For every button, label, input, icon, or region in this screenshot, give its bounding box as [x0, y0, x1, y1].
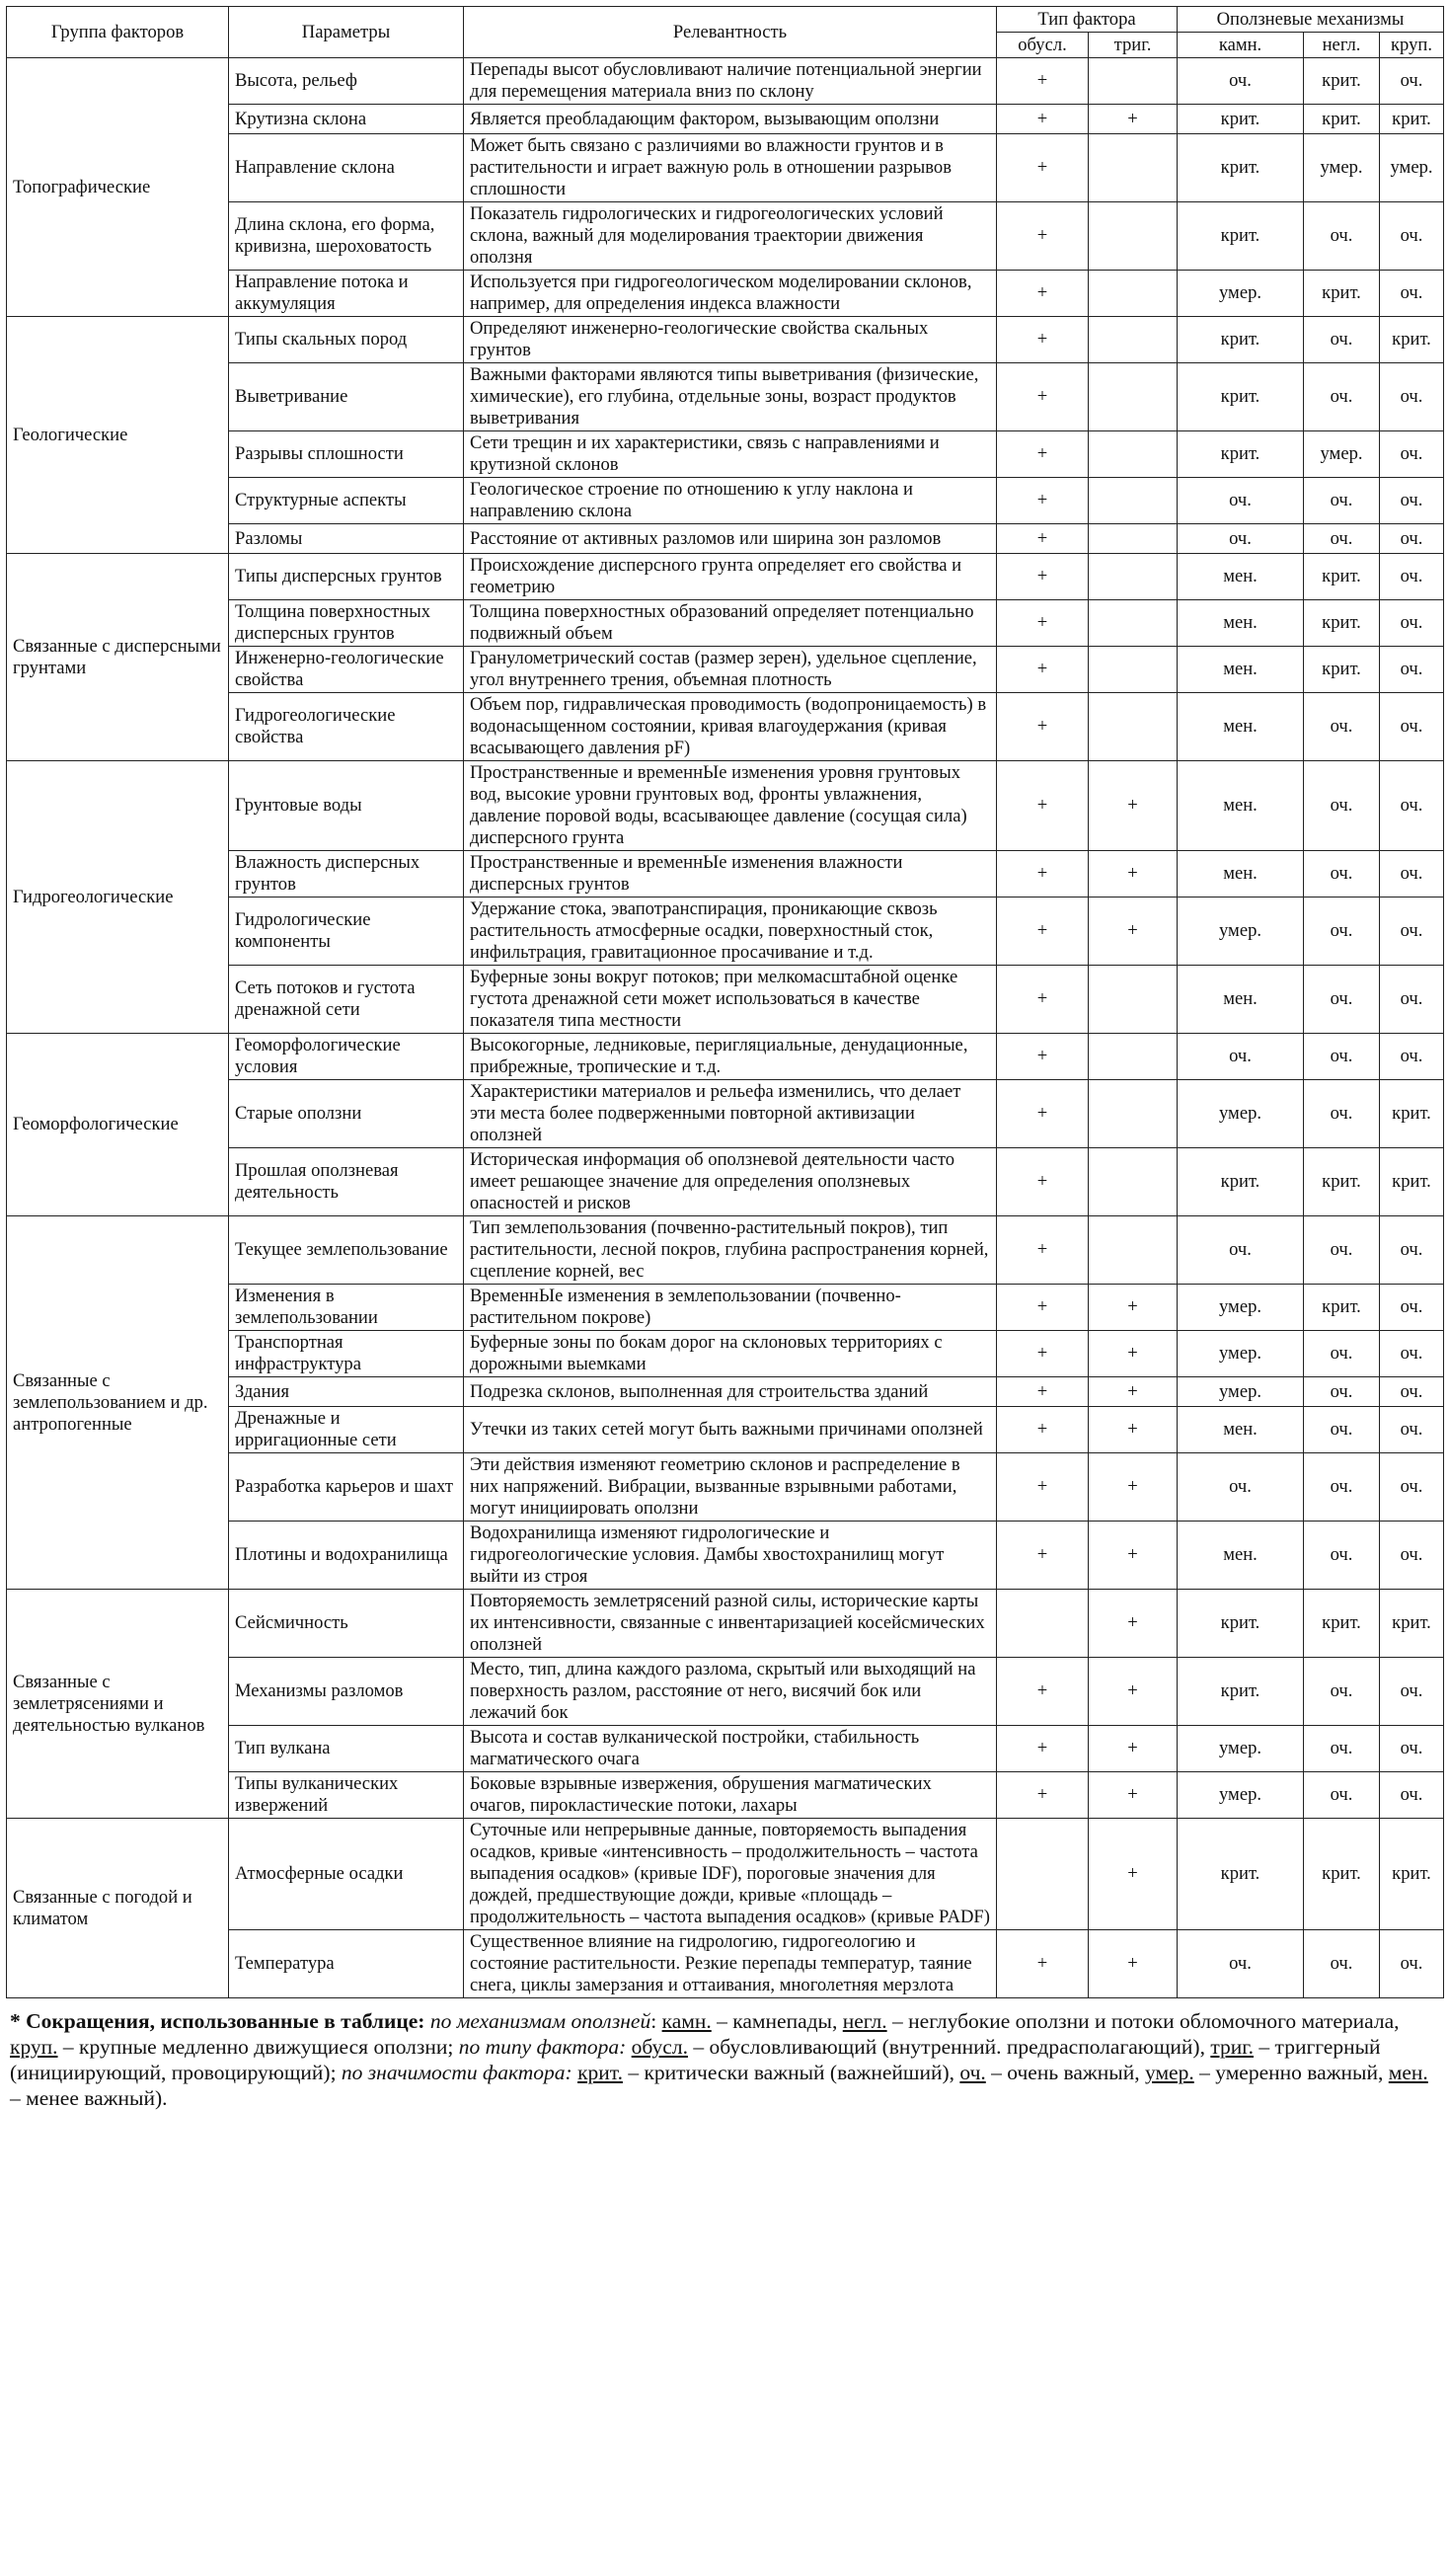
negl-cell: крит. [1304, 271, 1380, 317]
negl-cell: оч. [1304, 1772, 1380, 1819]
trig-cell: + [1089, 1285, 1178, 1331]
krup-cell: оч. [1380, 202, 1444, 271]
relevance-cell: Эти действия изменяют геометрию склонов и распределение в них напряжений. Вибрации, вызванные взрывными работами, могут инициировать оползни [464, 1453, 997, 1522]
factor-group: Геологические [7, 317, 229, 554]
parameter-cell: Атмосферные осадки [229, 1819, 464, 1930]
krup-cell: оч. [1380, 1377, 1444, 1407]
trig-cell: + [1089, 1453, 1178, 1522]
negl-cell: оч. [1304, 1930, 1380, 1998]
negl-cell: крит. [1304, 600, 1380, 647]
header-params: Параметры [229, 7, 464, 58]
landslide-factors-table [6, 6, 1444, 1998]
footnote-text: – камнепады, [711, 2009, 843, 2033]
obusl-cell: + [997, 647, 1089, 693]
trig-cell [1089, 1216, 1178, 1285]
negl-cell: оч. [1304, 363, 1380, 431]
negl-cell: оч. [1304, 1377, 1380, 1407]
krup-cell: умер. [1380, 134, 1444, 202]
obusl-cell: + [997, 851, 1089, 898]
header-row-top [7, 7, 1444, 33]
negl-cell: оч. [1304, 966, 1380, 1034]
trig-cell: + [1089, 898, 1178, 966]
relevance-cell: Тип землепользования (почвенно-растительный покров), тип растительности, лесной покров, глубина распространения корней, сцепление корней, вес [464, 1216, 997, 1285]
obusl-cell: + [997, 363, 1089, 431]
krup-cell: оч. [1380, 1407, 1444, 1453]
obusl-cell: + [997, 554, 1089, 600]
kamn-cell: умер. [1178, 1080, 1304, 1148]
parameter-cell: Направление склона [229, 134, 464, 202]
trig-cell [1089, 966, 1178, 1034]
kamn-cell: мен. [1178, 554, 1304, 600]
relevance-cell: Перепады высот обусловливают наличие потенциальной энергии для перемещения материала вниз по склону [464, 58, 997, 105]
header-trig: триг. [1089, 33, 1178, 58]
krup-cell: оч. [1380, 647, 1444, 693]
trig-cell: + [1089, 1726, 1178, 1772]
parameter-cell: Длина склона, его форма, кривизна, шероховатость [229, 202, 464, 271]
obusl-cell: + [997, 1453, 1089, 1522]
obusl-cell: + [997, 1658, 1089, 1726]
relevance-cell: Суточные или непрерывные данные, повторяемость выпадения осадков, кривые «интенсивность – продолжительность – частота выпадения осадков» (кривые IDF), пороговые значения для дождей, предшествующие дожди, кривые «площадь – продолжительность – частота выпадения осадков» (кривые PADF) [464, 1819, 997, 1930]
abbr-och: оч. [959, 2061, 986, 2084]
relevance-cell: Буферные зоны вокруг потоков; при мелкомасштабной оценке густота дренажной сети может использоваться в качестве показателя типа местности [464, 966, 997, 1034]
kamn-cell: умер. [1178, 1726, 1304, 1772]
kamn-cell: крит. [1178, 363, 1304, 431]
abbr-obusl: обусл. [631, 2035, 688, 2059]
trig-cell: + [1089, 105, 1178, 134]
table-body [7, 58, 1444, 1998]
relevance-cell: Пространственные и временнЫе изменения влажности дисперсных грунтов [464, 851, 997, 898]
negl-cell: оч. [1304, 1080, 1380, 1148]
parameter-cell: Дренажные и ирригационные сети [229, 1407, 464, 1453]
relevance-cell: Место, тип, длина каждого разлома, скрытый или выходящий на поверхность разлом, расстояние от него, висячий бок или лежачий бок [464, 1658, 997, 1726]
kamn-cell: крит. [1178, 1819, 1304, 1930]
relevance-cell: Высота и состав вулканической постройки, стабильность магматического очага [464, 1726, 997, 1772]
kamn-cell: умер. [1178, 271, 1304, 317]
trig-cell [1089, 202, 1178, 271]
kamn-cell: крит. [1178, 1590, 1304, 1658]
parameter-cell: Текущее землепользование [229, 1216, 464, 1285]
table-row [7, 1819, 1444, 1930]
parameter-cell: Транспортная инфраструктура [229, 1331, 464, 1377]
parameter-cell: Типы скальных пород [229, 317, 464, 363]
relevance-cell: Характеристики материалов и рельефа изменились, что делает эти места более подверженными повторной активизации оползней [464, 1080, 997, 1148]
obusl-cell: + [997, 524, 1089, 554]
parameter-cell: Разрывы сплошности [229, 431, 464, 478]
negl-cell: оч. [1304, 761, 1380, 851]
trig-cell [1089, 317, 1178, 363]
negl-cell: крит. [1304, 1148, 1380, 1216]
footnote-text: – очень важный, [985, 2061, 1145, 2084]
obusl-cell: + [997, 317, 1089, 363]
krup-cell: крит. [1380, 1148, 1444, 1216]
kamn-cell: умер. [1178, 898, 1304, 966]
relevance-cell: Историческая информация об оползневой деятельности часто имеет решающее значение для определения оползневых опасностей и рисков [464, 1148, 997, 1216]
kamn-cell: крит. [1178, 1148, 1304, 1216]
krup-cell: оч. [1380, 1453, 1444, 1522]
kamn-cell: крит. [1178, 431, 1304, 478]
krup-cell: оч. [1380, 966, 1444, 1034]
parameter-cell: Старые оползни [229, 1080, 464, 1148]
trig-cell: + [1089, 1819, 1178, 1930]
parameter-cell: Направление потока и аккумуляция [229, 271, 464, 317]
obusl-cell: + [997, 1216, 1089, 1285]
factor-group: Гидрогеологические [7, 761, 229, 1034]
krup-cell: оч. [1380, 1658, 1444, 1726]
parameter-cell: Инженерно-геологические свойства [229, 647, 464, 693]
negl-cell: умер. [1304, 431, 1380, 478]
trig-cell [1089, 58, 1178, 105]
relevance-cell: Геологическое строение по отношению к углу наклона и направлению склона [464, 478, 997, 524]
abbr-krup: круп. [10, 2035, 58, 2059]
trig-cell: + [1089, 1590, 1178, 1658]
obusl-cell: + [997, 898, 1089, 966]
header-krup: круп. [1380, 33, 1444, 58]
krup-cell: крит. [1380, 1590, 1444, 1658]
krup-cell: оч. [1380, 1216, 1444, 1285]
parameter-cell: Плотины и водохранилища [229, 1522, 464, 1590]
kamn-cell: мен. [1178, 1522, 1304, 1590]
trig-cell [1089, 524, 1178, 554]
abbr-krit: крит. [577, 2061, 623, 2084]
obusl-cell: + [997, 1726, 1089, 1772]
footnote-lead: * Сокращения, использованные в таблице: [10, 2009, 425, 2033]
kamn-cell: умер. [1178, 1285, 1304, 1331]
krup-cell: оч. [1380, 363, 1444, 431]
krup-cell: оч. [1380, 271, 1444, 317]
kamn-cell: оч. [1178, 58, 1304, 105]
table-row [7, 554, 1444, 600]
obusl-cell: + [997, 431, 1089, 478]
trig-cell: + [1089, 761, 1178, 851]
obusl-cell: + [997, 600, 1089, 647]
factor-group: Топографические [7, 58, 229, 317]
trig-cell [1089, 600, 1178, 647]
trig-cell: + [1089, 1772, 1178, 1819]
relevance-cell: Подрезка склонов, выполненная для строительства зданий [464, 1377, 997, 1407]
krup-cell: оч. [1380, 524, 1444, 554]
kamn-cell: оч. [1178, 478, 1304, 524]
footnote-text: – обусловливающий (внутренний. предрасполагающий), [687, 2035, 1211, 2059]
negl-cell: оч. [1304, 1407, 1380, 1453]
negl-cell: оч. [1304, 898, 1380, 966]
parameter-cell: Крутизна склона [229, 105, 464, 134]
obusl-cell: + [997, 1930, 1089, 1998]
obusl-cell: + [997, 1148, 1089, 1216]
krup-cell: оч. [1380, 478, 1444, 524]
krup-cell: крит. [1380, 105, 1444, 134]
trig-cell: + [1089, 1331, 1178, 1377]
relevance-cell: Объем пор, гидравлическая проводимость (водопроницаемость) в водонасыщенном состоянии, кривая влагоудержания (кривая всасывающего давления pF) [464, 693, 997, 761]
trig-cell: + [1089, 1407, 1178, 1453]
trig-cell [1089, 363, 1178, 431]
header-kamn: камн. [1178, 33, 1304, 58]
parameter-cell: Тип вулкана [229, 1726, 464, 1772]
obusl-cell: + [997, 1407, 1089, 1453]
relevance-cell: Удержание стока, эвапотранспирация, проникающие сквозь растительность атмосферные осадки, поверхностный сток, инфильтрация, гравитационное просачивание и т.д. [464, 898, 997, 966]
negl-cell: оч. [1304, 1034, 1380, 1080]
trig-cell: + [1089, 1522, 1178, 1590]
factor-group: Связанные с погодой и климатом [7, 1819, 229, 1998]
krup-cell: крит. [1380, 1080, 1444, 1148]
relevance-cell: Важными факторами являются типы выветривания (физические, химические), его глубина, отдельные зоны, возраст продуктов выветривания [464, 363, 997, 431]
trig-cell: + [1089, 1377, 1178, 1407]
relevance-cell: Происхождение дисперсного грунта определяет его свойства и геометрию [464, 554, 997, 600]
relevance-cell: Расстояние от активных разломов или ширина зон разломов [464, 524, 997, 554]
header-group: Группа факторов [7, 7, 229, 58]
krup-cell: оч. [1380, 1034, 1444, 1080]
krup-cell: оч. [1380, 1285, 1444, 1331]
trig-cell [1089, 1080, 1178, 1148]
obusl-cell: + [997, 1285, 1089, 1331]
trig-cell [1089, 647, 1178, 693]
kamn-cell: оч. [1178, 1034, 1304, 1080]
krup-cell: оч. [1380, 1726, 1444, 1772]
factor-group: Связанные с землетрясениями и деятельностью вулканов [7, 1590, 229, 1819]
krup-cell: оч. [1380, 1930, 1444, 1998]
negl-cell: крит. [1304, 647, 1380, 693]
parameter-cell: Здания [229, 1377, 464, 1407]
parameter-cell: Изменения в землепользовании [229, 1285, 464, 1331]
obusl-cell: + [997, 1522, 1089, 1590]
obusl-cell: + [997, 761, 1089, 851]
relevance-cell: Может быть связано с различиями во влажности грунтов и в растительности и играет важную роль в отношении разрывов сплошности [464, 134, 997, 202]
kamn-cell: оч. [1178, 1930, 1304, 1998]
obusl-cell: + [997, 105, 1089, 134]
relevance-cell: Показатель гидрологических и гидрогеологических условий склона, важный для моделирования траектории движения оползня [464, 202, 997, 271]
krup-cell: оч. [1380, 898, 1444, 966]
footnote-text: : [650, 2009, 662, 2033]
relevance-cell: Определяют инженерно-геологические свойства скальных грунтов [464, 317, 997, 363]
kamn-cell: крит. [1178, 1658, 1304, 1726]
parameter-cell: Гидрологические компоненты [229, 898, 464, 966]
parameter-cell: Температура [229, 1930, 464, 1998]
parameter-cell: Высота, рельеф [229, 58, 464, 105]
kamn-cell: мен. [1178, 851, 1304, 898]
relevance-cell: Существенное влияние на гидрологию, гидрогеологию и состояние растительности. Резкие перепады температур, таяние снега, циклы замерзания и оттаивания, многолетняя мерзлота [464, 1930, 997, 1998]
trig-cell [1089, 693, 1178, 761]
footnote-text: – умеренно важный, [1193, 2061, 1389, 2084]
negl-cell: оч. [1304, 317, 1380, 363]
header-factor-type: Тип фактора [997, 7, 1178, 33]
footnote-text: – критически важный (важнейший), [622, 2061, 960, 2084]
negl-cell: оч. [1304, 478, 1380, 524]
kamn-cell: крит. [1178, 202, 1304, 271]
negl-cell: оч. [1304, 202, 1380, 271]
kamn-cell: умер. [1178, 1377, 1304, 1407]
obusl-cell: + [997, 1331, 1089, 1377]
abbr-umer: умер. [1144, 2061, 1194, 2084]
trig-cell [1089, 478, 1178, 524]
obusl-cell: + [997, 134, 1089, 202]
negl-cell: крит. [1304, 105, 1380, 134]
table-row [7, 761, 1444, 851]
relevance-cell: Используется при гидрогеологическом моделировании склонов, например, для определения индекса влажности [464, 271, 997, 317]
trig-cell: + [1089, 1930, 1178, 1998]
footnote [6, 2008, 1443, 2111]
negl-cell: крит. [1304, 1819, 1380, 1930]
document-sheet [6, 6, 1443, 2111]
obusl-cell: + [997, 1377, 1089, 1407]
kamn-cell: мен. [1178, 761, 1304, 851]
obusl-cell: + [997, 58, 1089, 105]
parameter-cell: Толщина поверхностных дисперсных грунтов [229, 600, 464, 647]
krup-cell: оч. [1380, 1331, 1444, 1377]
negl-cell: оч. [1304, 1522, 1380, 1590]
krup-cell: оч. [1380, 431, 1444, 478]
parameter-cell: Сейсмичность [229, 1590, 464, 1658]
header-negl: негл. [1304, 33, 1380, 58]
relevance-cell: Пространственные и временнЫе изменения уровня грунтовых вод, высокие уровни грунтовых вод, фронты увлажнения, давление поровой воды, всасывающее давление (сосущая сила) дисперсного грунта [464, 761, 997, 851]
kamn-cell: оч. [1178, 524, 1304, 554]
obusl-cell: + [997, 271, 1089, 317]
krup-cell: оч. [1380, 693, 1444, 761]
table-row [7, 1216, 1444, 1285]
parameter-cell: Типы дисперсных грунтов [229, 554, 464, 600]
parameter-cell: Грунтовые воды [229, 761, 464, 851]
negl-cell: оч. [1304, 851, 1380, 898]
krup-cell: оч. [1380, 600, 1444, 647]
krup-cell: крит. [1380, 317, 1444, 363]
abbr-trig: триг. [1210, 2035, 1255, 2059]
abbr-men: мен. [1388, 2061, 1428, 2084]
obusl-cell: + [997, 966, 1089, 1034]
negl-cell: оч. [1304, 524, 1380, 554]
footnote-text: – крупные медленно движущиеся оползни; [57, 2035, 459, 2059]
trig-cell: + [1089, 1658, 1178, 1726]
krup-cell: оч. [1380, 554, 1444, 600]
footnote-s2: по типу фактора: [458, 2035, 632, 2059]
trig-cell [1089, 431, 1178, 478]
parameter-cell: Геоморфологические условия [229, 1034, 464, 1080]
parameter-cell: Разработка карьеров и шахт [229, 1453, 464, 1522]
kamn-cell: мен. [1178, 647, 1304, 693]
kamn-cell: мен. [1178, 693, 1304, 761]
krup-cell: оч. [1380, 761, 1444, 851]
obusl-cell: + [997, 1080, 1089, 1148]
relevance-cell: Водохранилища изменяют гидрологические и гидрогеологические условия. Дамбы хвостохранилищ могут выйти из строя [464, 1522, 997, 1590]
obusl-cell: + [997, 202, 1089, 271]
header-mechanisms: Оползневые механизмы [1178, 7, 1444, 33]
table-row [7, 58, 1444, 105]
header-relevance: Релевантность [464, 7, 997, 58]
kamn-cell: мен. [1178, 600, 1304, 647]
relevance-cell: Повторяемость землетрясений разной силы, исторические карты их интенсивности, связанные с инвентаризацией косейсмических оползней [464, 1590, 997, 1658]
kamn-cell: умер. [1178, 1331, 1304, 1377]
trig-cell [1089, 134, 1178, 202]
negl-cell: умер. [1304, 134, 1380, 202]
trig-cell: + [1089, 851, 1178, 898]
footnote-text: – менее важный). [10, 2086, 168, 2110]
krup-cell: крит. [1380, 1819, 1444, 1930]
relevance-cell: Сети трещин и их характеристики, связь с направлениями и крутизной склонов [464, 431, 997, 478]
relevance-cell: Высокогорные, ледниковые, перигляциальные, денудационные, прибрежные, тропические и т.д. [464, 1034, 997, 1080]
footnote-text: – неглубокие оползни и потоки обломочного материала, [886, 2009, 1400, 2033]
relevance-cell: Толщина поверхностных образований определяет потенциально подвижный объем [464, 600, 997, 647]
negl-cell: оч. [1304, 1453, 1380, 1522]
negl-cell: оч. [1304, 1658, 1380, 1726]
obusl-cell [997, 1590, 1089, 1658]
negl-cell: крит. [1304, 1590, 1380, 1658]
relevance-cell: Боковые взрывные извержения, обрушения магматических очагов, пирокластические потоки, лахары [464, 1772, 997, 1819]
krup-cell: оч. [1380, 58, 1444, 105]
negl-cell: оч. [1304, 1726, 1380, 1772]
krup-cell: оч. [1380, 1772, 1444, 1819]
parameter-cell: Разломы [229, 524, 464, 554]
factor-group: Связанные с дисперсными грунтами [7, 554, 229, 761]
footnote-s3: по значимости фактора: [341, 2061, 578, 2084]
negl-cell: крит. [1304, 554, 1380, 600]
parameter-cell: Выветривание [229, 363, 464, 431]
parameter-cell: Типы вулканических извержений [229, 1772, 464, 1819]
relevance-cell: Утечки из таких сетей могут быть важными причинами оползней [464, 1407, 997, 1453]
obusl-cell [997, 1819, 1089, 1930]
table-row [7, 317, 1444, 363]
parameter-cell: Прошлая оползневая деятельность [229, 1148, 464, 1216]
kamn-cell: мен. [1178, 966, 1304, 1034]
relevance-cell: ВременнЫе изменения в землепользовании (почвенно-растительном покрове) [464, 1285, 997, 1331]
kamn-cell: оч. [1178, 1216, 1304, 1285]
abbr-kamn: камн. [661, 2009, 712, 2033]
relevance-cell: Является преобладающим фактором, вызывающим оползни [464, 105, 997, 134]
kamn-cell: умер. [1178, 1772, 1304, 1819]
parameter-cell: Механизмы разломов [229, 1658, 464, 1726]
parameter-cell: Гидрогеологические свойства [229, 693, 464, 761]
factor-group: Геоморфологические [7, 1034, 229, 1216]
table-row [7, 1590, 1444, 1658]
kamn-cell: крит. [1178, 134, 1304, 202]
negl-cell: крит. [1304, 1285, 1380, 1331]
krup-cell: оч. [1380, 1522, 1444, 1590]
kamn-cell: крит. [1178, 105, 1304, 134]
negl-cell: крит. [1304, 58, 1380, 105]
obusl-cell: + [997, 1772, 1089, 1819]
parameter-cell: Сеть потоков и густота дренажной сети [229, 966, 464, 1034]
obusl-cell: + [997, 478, 1089, 524]
relevance-cell: Гранулометрический состав (размер зерен), удельное сцепление, угол внутреннего трения, объемная плотность [464, 647, 997, 693]
parameter-cell: Структурные аспекты [229, 478, 464, 524]
negl-cell: оч. [1304, 1216, 1380, 1285]
trig-cell [1089, 271, 1178, 317]
kamn-cell: крит. [1178, 317, 1304, 363]
negl-cell: оч. [1304, 1331, 1380, 1377]
abbr-negl: негл. [842, 2009, 887, 2033]
obusl-cell: + [997, 1034, 1089, 1080]
trig-cell [1089, 554, 1178, 600]
krup-cell: оч. [1380, 851, 1444, 898]
table-row [7, 1034, 1444, 1080]
obusl-cell: + [997, 693, 1089, 761]
negl-cell: оч. [1304, 693, 1380, 761]
kamn-cell: мен. [1178, 1407, 1304, 1453]
header-obusl: обусл. [997, 33, 1089, 58]
footnote-text: – триггерный (инициирующий, провоцирующий); [10, 2035, 1381, 2084]
parameter-cell: Влажность дисперсных грунтов [229, 851, 464, 898]
factor-group: Связанные с землепользованием и др. антропогенные [7, 1216, 229, 1590]
trig-cell [1089, 1034, 1178, 1080]
relevance-cell: Буферные зоны по бокам дорог на склоновых территориях с дорожными выемками [464, 1331, 997, 1377]
footnote-s1: по механизмам оползней [424, 2009, 651, 2033]
trig-cell [1089, 1148, 1178, 1216]
kamn-cell: оч. [1178, 1453, 1304, 1522]
